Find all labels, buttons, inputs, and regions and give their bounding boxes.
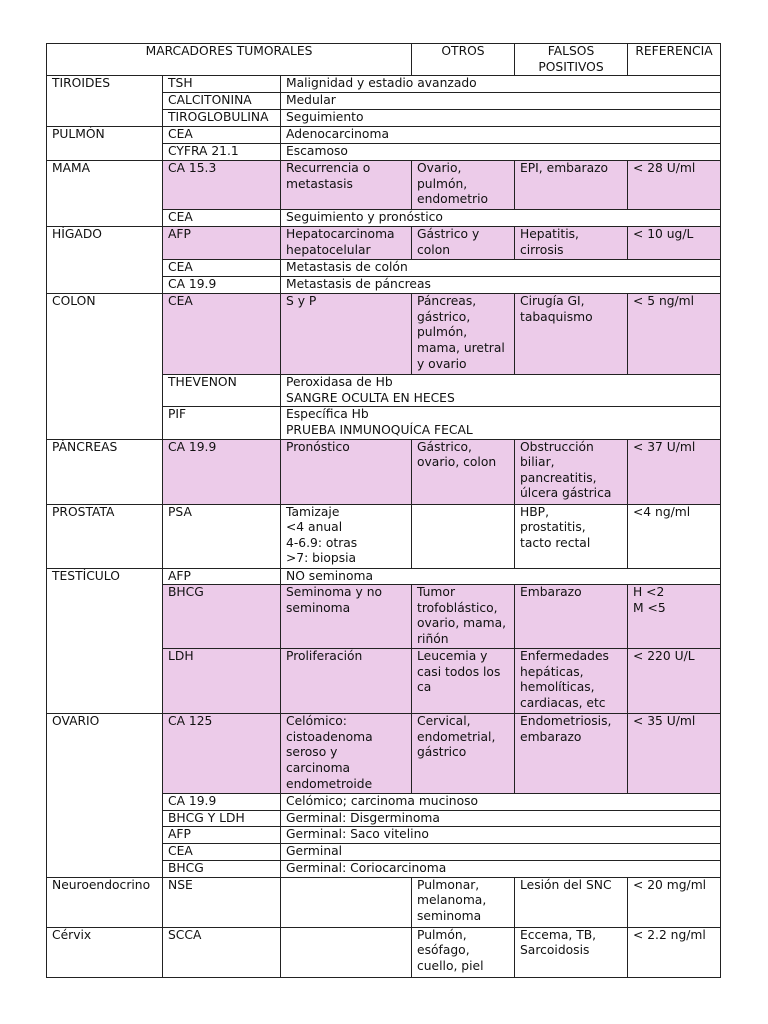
description-cell-line: Malignidad y estadio avanzado [286,76,477,91]
description-cell [281,161,412,210]
description-cell [281,843,721,860]
table-row [47,714,721,794]
description-cell [281,93,721,110]
referencia-cell-line: < 35 U/ml [633,714,696,729]
otros-cell-line: Leucemia y [417,649,488,664]
otros-cell-line: Ovario, [417,161,462,176]
otros-cell [412,927,515,977]
marker-cell: AFP [163,227,281,260]
marker-cell: CA 19.9 [163,794,281,811]
description-cell-line: hepatocelular [286,242,371,257]
header-falsos-positivos: FALSOS POSITIVOS [515,44,628,76]
referencia-cell [628,161,721,210]
referencia-cell-line: < 28 U/ml [633,161,696,176]
description-cell-line: seminoma [286,600,351,615]
marker-cell: LDH [163,649,281,714]
description-cell-line: Medular [286,93,336,108]
otros-cell-line: riñón [417,631,449,646]
description-cell-line: carcinoma [286,760,351,775]
referencia-cell-line: < 20 mg/ml [633,877,707,892]
description-cell-line: Germinal: Disgerminoma [286,810,440,825]
description-cell [281,714,412,794]
description-cell [281,504,412,568]
otros-cell-line: pulmón, [417,176,468,191]
referencia-cell [628,504,721,568]
otros-cell-line: endometrial, [417,729,496,744]
marker-cell: THEVENON [163,375,281,407]
falsos-positivos-cell [515,504,628,568]
table-row [47,227,721,260]
marker-cell: CA 19.9 [163,439,281,504]
falsos-positivos-cell-line: Endometriosis, [520,714,612,729]
organ-cell: OVARIO [47,714,163,877]
falsos-positivos-cell-line: Lesión del SNC [520,877,612,892]
falsos-positivos-cell [515,227,628,260]
referencia-cell [628,927,721,977]
otros-cell-line: Pulmón, [417,927,467,942]
falsos-positivos-cell-line: tacto rectal [520,535,591,550]
falsos-positivos-cell-line: Hepatitis, [520,227,579,242]
falsos-positivos-cell [515,585,628,649]
description-cell [281,227,412,260]
description-cell-line: Germinal [286,843,343,858]
description-cell [281,76,721,93]
falsos-positivos-cell [515,294,628,375]
referencia-cell [628,714,721,794]
organ-cell: Neuroendocrino [47,877,163,927]
description-cell [281,877,412,927]
description-cell-line: NO seminoma [286,568,373,583]
otros-cell-line: Gástrico y [417,227,480,242]
header-otros: OTROS [412,44,515,76]
falsos-positivos-cell-line: embarazo [520,729,582,744]
marker-cell: CEA [163,843,281,860]
falsos-positivos-cell-line: tabaquismo [520,309,593,324]
description-cell-line: Específica Hb [286,407,369,422]
marker-cell: CEA [163,127,281,144]
description-cell-line: Tamizaje [286,504,340,519]
falsos-positivos-cell [515,714,628,794]
referencia-cell [628,649,721,714]
table-row [47,927,721,977]
otros-cell-line: pulmón, [417,325,468,340]
otros-cell [412,649,515,714]
table-row [47,568,721,585]
otros-cell-line: Cervical, [417,714,471,729]
falsos-positivos-cell [515,877,628,927]
description-cell-line: Metastasis de páncreas [286,277,431,292]
marker-cell: NSE [163,877,281,927]
table-row [47,161,721,210]
marker-cell: PSA [163,504,281,568]
description-cell [281,144,721,161]
description-cell-line: Seminoma y no [286,585,383,600]
otros-cell-line: ca [417,680,432,695]
falsos-positivos-cell-line: Sarcoidosis [520,943,590,958]
marker-cell: AFP [163,827,281,844]
description-cell [281,860,721,877]
tumor-markers-table [46,43,721,978]
referencia-cell-line: < 5 ng/ml [633,294,695,309]
referencia-cell-line: < 37 U/ml [633,439,696,454]
otros-cell-line: gástrico [417,745,467,760]
falsos-positivos-cell-line: biliar, [520,455,555,470]
table-row [47,439,721,504]
description-cell [281,277,721,294]
falsos-positivos-cell [515,927,628,977]
table-row [47,504,721,568]
description-cell [281,585,412,649]
falsos-positivos-cell [515,649,628,714]
description-cell [281,439,412,504]
organ-cell: COLON [47,294,163,439]
description-cell-line: Germinal: Saco vitelino [286,827,429,842]
organ-cell: Cérvix [47,927,163,977]
description-cell [281,827,721,844]
description-cell-line: Recurrencia o [286,161,371,176]
marker-cell: CALCITONINA [163,93,281,110]
description-cell-line: metastasis [286,176,353,191]
description-cell-line: PRUEBA INMUNOQUÍCA FECAL [286,422,473,437]
header-referencia: REFERENCIA [628,44,721,76]
otros-cell [412,294,515,375]
description-cell [281,407,721,439]
marker-cell: SCCA [163,927,281,977]
description-cell-line: SANGRE OCULTA EN HECES [286,390,455,405]
falsos-positivos-cell-line: cardiacas, etc [520,695,606,710]
referencia-cell-line: < 220 U/L [633,649,695,664]
description-cell [281,810,721,827]
otros-cell [412,439,515,504]
description-cell-line: endometroide [286,776,373,791]
otros-cell-line: Páncreas, [417,294,477,309]
description-cell [281,127,721,144]
falsos-positivos-cell-line: prostatitis, [520,520,586,535]
description-cell [281,294,412,375]
description-cell-line: Germinal: Coriocarcinoma [286,860,447,875]
marker-cell: CA 19.9 [163,277,281,294]
description-cell-line: Pronóstico [286,439,350,454]
otros-cell-line: trofoblástico, [417,600,498,615]
description-cell-line: seroso y [286,745,338,760]
description-cell [281,649,412,714]
referencia-cell-line: < 2.2 ng/ml [633,927,706,942]
description-cell-line: S y P [286,294,317,309]
referencia-cell [628,877,721,927]
falsos-positivos-cell-line: hepáticas, [520,664,584,679]
organ-cell: PROSTATA [47,504,163,568]
table-row [47,294,721,375]
otros-cell-line: ovario, mama, [417,616,507,631]
falsos-positivos-cell-line: Cirugía GI, [520,294,585,309]
otros-cell-line: mama, uretral [417,340,505,355]
otros-cell [412,161,515,210]
marker-cell: TIROGLOBULINA [163,110,281,127]
marker-cell: CA 125 [163,714,281,794]
otros-cell-line: melanoma, [417,893,487,908]
referencia-cell [628,439,721,504]
referencia-cell-line: M <5 [633,600,666,615]
marker-cell: AFP [163,568,281,585]
referencia-cell-line: < 10 ug/L [633,227,694,242]
falsos-positivos-cell-line: pancreatitis, [520,470,597,485]
description-cell-line: Peroxidasa de Hb [286,375,393,390]
description-cell [281,375,721,407]
marker-cell: PIF [163,407,281,439]
marker-cell: CEA [163,210,281,227]
falsos-positivos-cell-line: Enfermedades [520,649,609,664]
otros-cell [412,227,515,260]
description-cell-line: Seguimiento y pronóstico [286,210,443,225]
description-cell-line: Proliferación [286,649,363,664]
organ-cell: PULMÓN [47,127,163,161]
referencia-cell-line: <4 ng/ml [633,504,691,519]
marker-cell: CEA [163,294,281,375]
referencia-cell [628,227,721,260]
otros-cell-line: Pulmonar, [417,877,480,892]
otros-cell-line: colon [417,242,451,257]
referencia-cell [628,294,721,375]
description-cell-line: Hepatocarcinoma [286,227,395,242]
description-cell [281,927,412,977]
falsos-positivos-cell [515,161,628,210]
falsos-positivos-cell-line: Obstrucción [520,439,594,454]
otros-cell-line: gástrico, [417,309,471,324]
description-cell-line: >7: biopsia [286,551,357,566]
header-row [47,44,721,76]
organ-cell: HÍGADO [47,227,163,294]
falsos-positivos-cell-line: HBP, [520,504,550,519]
otros-cell-line: y ovario [417,356,467,371]
referencia-cell-line: H <2 [633,585,665,600]
otros-cell [412,877,515,927]
description-cell-line: Metastasis de colón [286,260,408,275]
otros-cell [412,504,515,568]
falsos-positivos-cell-line: cirrosis [520,242,564,257]
otros-cell-line: ovario, colon [417,455,497,470]
otros-cell-line: cuello, piel [417,958,484,973]
description-cell-line: 4-6.9: otras [286,535,358,550]
otros-cell [412,714,515,794]
otros-cell-line: esófago, [417,943,470,958]
falsos-positivos-cell-line: hemolíticas, [520,680,595,695]
marker-cell: TSH [163,76,281,93]
otros-cell-line: Tumor [417,585,455,600]
table-row [47,877,721,927]
description-cell-line: Celómico: [286,714,347,729]
falsos-positivos-cell [515,439,628,504]
description-cell-line: Seguimiento [286,110,364,125]
description-cell-line: cistoadenoma [286,729,373,744]
marker-cell: BHCG [163,585,281,649]
description-cell [281,110,721,127]
otros-cell-line: endometrio [417,192,489,207]
organ-cell: MAMA [47,161,163,227]
otros-cell-line: seminoma [417,908,482,923]
description-cell-line: Escamoso [286,144,348,159]
marker-cell: BHCG [163,860,281,877]
otros-cell-line: Gástrico, [417,439,472,454]
description-cell-line: Celómico; carcinoma mucinoso [286,794,479,809]
table-row [47,127,721,144]
table-row [47,76,721,93]
otros-cell [412,585,515,649]
description-cell [281,260,721,277]
description-cell [281,794,721,811]
description-cell-line: Adenocarcinoma [286,127,389,142]
marker-cell: CYFRA 21.1 [163,144,281,161]
otros-cell-line: casi todos los [417,664,501,679]
falsos-positivos-cell-line: úlcera gástrica [520,486,612,501]
referencia-cell [628,585,721,649]
falsos-positivos-cell-line: Eccema, TB, [520,927,597,942]
falsos-positivos-cell-line: Embarazo [520,585,582,600]
header-markers: MARCADORES TUMORALES [47,44,412,76]
marker-cell: BHCG Y LDH [163,810,281,827]
marker-cell: CA 15.3 [163,161,281,210]
description-cell [281,568,721,585]
description-cell [281,210,721,227]
falsos-positivos-cell-line: EPI, embarazo [520,161,609,176]
organ-cell: TIROIDES [47,76,163,127]
marker-cell: CEA [163,260,281,277]
organ-cell: PÁNCREAS [47,439,163,504]
description-cell-line: <4 anual [286,520,343,535]
organ-cell: TESTÍCULO [47,568,163,714]
